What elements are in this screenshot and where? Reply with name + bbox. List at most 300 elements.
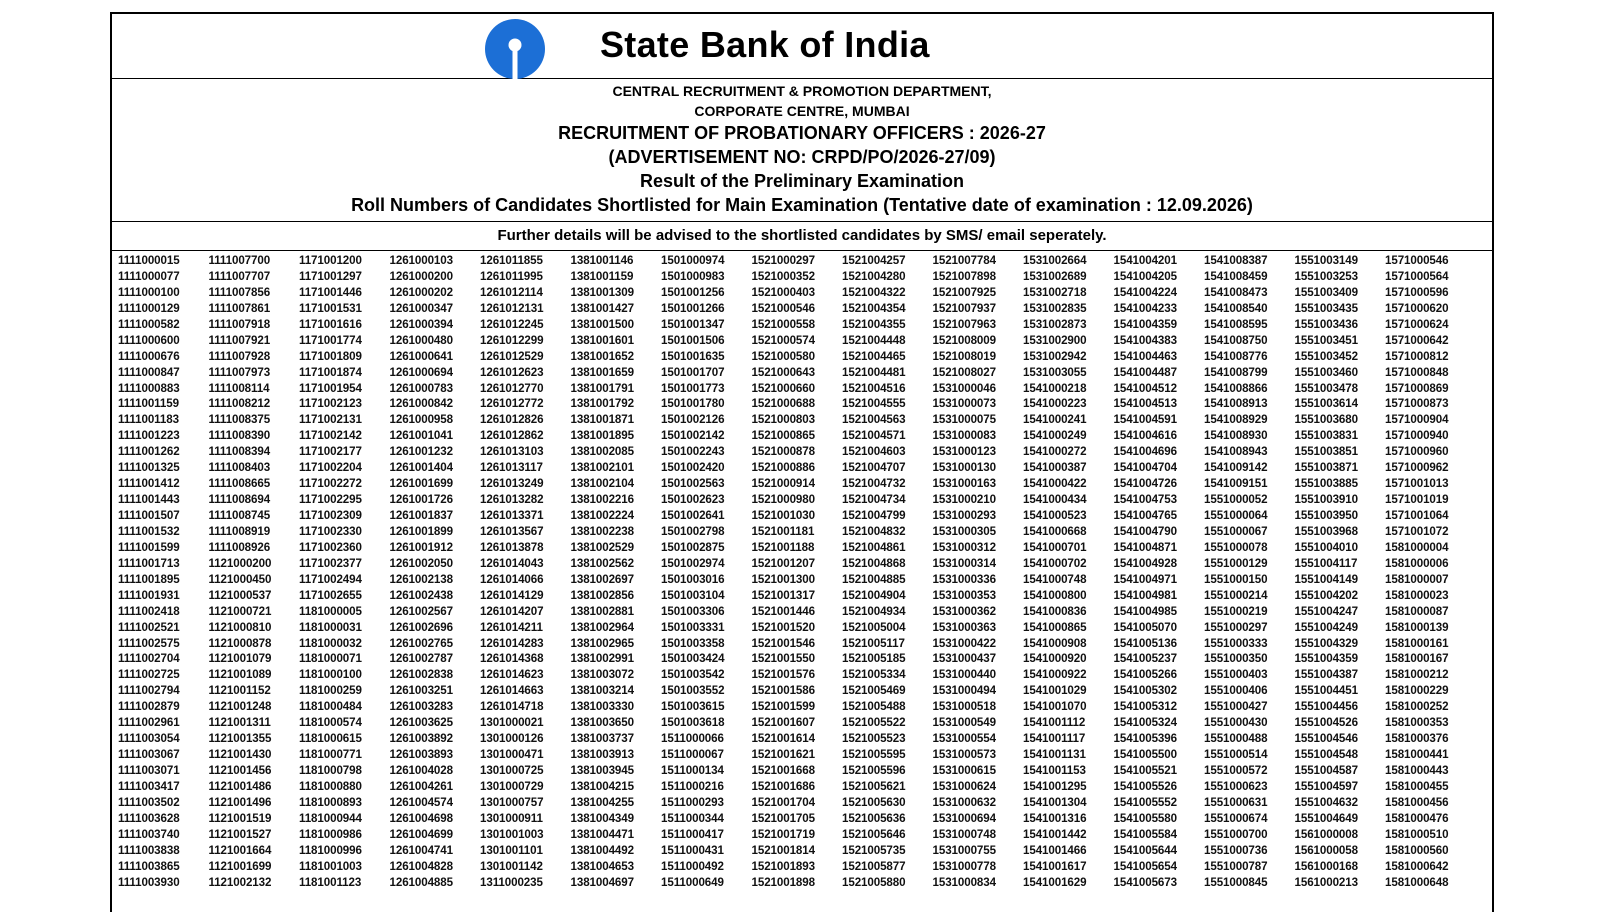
roll-number-cell: 1381001309 [570,285,634,299]
roll-number-cell: 1381004215 [570,779,634,793]
roll-number-cell: 1261003893 [389,748,453,762]
roll-number-cell: 1181000893 [299,795,362,809]
roll-number-cell: 1551003478 [1294,381,1358,395]
roll-number-cell: 1261013249 [480,477,544,491]
roll-number-cell: 1261001404 [389,461,453,475]
roll-number-cell: 1501001635 [661,349,725,363]
roll-number-cell: 1521001030 [751,509,815,522]
roll-number-cell: 1581000441 [1385,748,1449,762]
roll-number-cell: 1111007856 [208,285,271,299]
roll-number-cell: 1521005595 [842,748,906,762]
roll-number-cell: 1541004224 [1113,285,1177,299]
roll-number-cell: 1261013878 [480,540,544,554]
roll-number-cell: 1511000134 [661,764,724,777]
roll-number-cell: 1551000403 [1204,668,1268,682]
roll-number-cell: 1521000403 [751,285,815,299]
roll-number-cell: 1171002123 [299,397,362,411]
roll-number-cell: 1541000908 [1023,636,1087,650]
roll-number-cell: 1551000488 [1204,732,1268,746]
roll-number-cell: 1541005396 [1113,732,1177,746]
roll-number-cell: 1541004753 [1113,493,1177,507]
roll-number-cell: 1511000492 [661,859,724,873]
roll-number-cell: 1261001726 [389,493,453,507]
roll-number-cell: 1111002794 [118,684,180,698]
roll-number-cell: 1261003625 [389,716,453,730]
roll-number-cell: 1261011855 [480,254,543,267]
roll-number-cell: 1521005469 [842,684,906,698]
roll-number-cell: 1581000456 [1385,795,1449,809]
roll-number-cell: 1521000558 [751,317,815,331]
roll-number-cell: 1261012826 [480,413,544,427]
roll-number-cell: 1521001898 [751,875,815,889]
roll-number-cell: 1581000087 [1385,604,1449,618]
roll-number-cell: 1521005334 [842,668,906,682]
roll-number-cell: 1531000755 [932,843,996,857]
roll-number-cell: 1551004451 [1294,684,1358,698]
roll-number-cell: 1521004355 [842,317,906,331]
roll-number-cell: 1261013117 [480,461,543,475]
roll-number-cell: 1261012245 [480,317,544,331]
roll-number-cell: 1501002420 [661,461,725,475]
roll-number-cell: 1531000518 [932,700,996,714]
roll-number-cell: 1551000350 [1204,652,1268,666]
roll-number-cell: 1261001699 [389,477,453,491]
roll-number-cell: 1541001295 [1023,779,1087,793]
roll-number-cell: 1261012114 [480,285,543,299]
roll-number-cell: 1301000757 [480,795,544,809]
roll-number-cell: 1571000873 [1385,397,1449,411]
roll-number-cell: 1541000922 [1023,668,1087,682]
roll-number-cell: 1521005596 [842,764,906,777]
roll-number-cell: 1551004202 [1294,588,1358,602]
roll-number-cell: 1501003016 [661,572,725,586]
roll-number-cell: 1111000847 [118,365,180,379]
roll-number-cell: 1301001142 [480,859,543,873]
roll-number-cell: 1111007707 [208,269,271,283]
roll-number-cell: 1521004603 [842,445,906,459]
roll-numbers-title: Roll Numbers of Candidates Shortlisted for Main Examination (Tentative date of examination : 12.09.2026) [351,195,1253,215]
roll-number-cell: 1121001152 [208,684,271,698]
roll-number-cell: 1521004280 [842,269,906,283]
roll-number-cell: 1181000771 [299,748,362,762]
roll-number-cell: 1571000620 [1385,301,1449,315]
roll-number-cell: 1111001412 [118,477,180,491]
roll-number-cell: 1261012623 [480,365,544,379]
roll-number-cell: 1501003104 [661,588,725,602]
roll-number-cell: 1521000980 [751,493,815,507]
roll-number-cell: 1551000845 [1204,875,1268,889]
roll-number-cell: 1111007861 [208,301,271,315]
roll-number-cell: 1381004492 [570,843,634,857]
roll-number-cell: 1111000015 [118,254,180,267]
roll-number-cell: 1541000241 [1023,413,1087,427]
roll-number-cell: 1261000347 [389,301,453,315]
roll-number-cell: 1381002964 [570,620,634,634]
roll-number-cell: 1551003614 [1294,397,1358,411]
roll-number-cell: 1521007937 [932,301,996,315]
advertisement-number: (ADVERTISEMENT NO: CRPD/PO/2026-27/09) [608,147,996,167]
roll-number-cell: 1501001266 [661,301,725,315]
roll-number-cell: 1171001874 [299,365,362,379]
roll-number-cell: 1261000103 [389,254,453,267]
roll-number-cell: 1111000600 [118,333,180,347]
roll-number-cell: 1521001300 [751,572,815,586]
roll-number-cell: 1381002529 [570,540,634,554]
roll-number-cell: 1261001912 [389,540,453,554]
roll-number-cell: 1261014066 [480,572,544,586]
roll-number-cell: 1521004563 [842,413,906,427]
roll-number-cell: 1381002562 [570,556,634,570]
roll-number-cell: 1541001112 [1023,716,1086,730]
roll-number-cell: 1121000200 [208,556,272,570]
roll-number-cell: 1261001232 [389,445,453,459]
roll-number-cell: 1521004799 [842,509,906,522]
roll-number-cell: 1571000642 [1385,333,1449,347]
roll-number-cell: 1541004696 [1113,445,1177,459]
roll-number-cell: 1171002295 [299,493,362,507]
roll-number-cell: 1381004255 [570,795,634,809]
roll-number-cell: 1511000431 [661,843,724,857]
roll-number-cell: 1581000252 [1385,700,1449,714]
department-line-2: CORPORATE CENTRE, MUMBAI [694,103,910,119]
roll-number-cell: 1181000944 [299,811,362,825]
roll-number-cell: 1531000314 [932,556,996,570]
roll-number-cell: 1261002838 [389,668,453,682]
roll-number-cell: 1541000387 [1023,461,1087,475]
roll-number-cell: 1531000046 [932,381,996,395]
roll-number-cell: 1551000214 [1204,588,1268,602]
roll-number-cell: 1381003330 [570,700,634,714]
roll-number-cell: 1541005237 [1113,652,1177,666]
roll-number-cell: 1261002567 [389,604,453,618]
roll-number-cell: 1541005654 [1113,859,1177,873]
roll-number-cell: 1121001699 [208,859,272,873]
roll-number-cell: 1121001496 [208,795,272,809]
roll-number-cell: 1571000564 [1385,269,1449,283]
roll-number-cell: 1541008387 [1204,254,1268,267]
result-title: Result of the Preliminary Examination [639,171,965,191]
roll-number-cell: 1121002132 [208,875,272,889]
roll-number-cell: 1521004868 [842,556,906,570]
roll-number-cell: 1521001550 [751,652,815,666]
roll-number-cell: 1551004649 [1294,811,1358,825]
roll-number-cell: 1181000005 [299,604,362,618]
roll-number-cell: 1261014663 [480,684,544,698]
roll-number-cell: 1581000642 [1385,859,1449,873]
roll-number-cell: 1521004448 [842,333,906,347]
roll-number-cell: 1571001072 [1385,524,1449,538]
roll-number-cell: 1531000083 [932,429,996,443]
roll-number-cell: 1521001705 [751,811,815,825]
roll-number-cell: 1121001664 [208,843,272,857]
roll-number-cell: 1501003358 [661,636,725,650]
roll-number-cell: 1521007925 [932,285,996,299]
roll-number-cell: 1531000075 [932,413,996,427]
roll-number-cell: 1581000167 [1385,652,1449,666]
roll-number-cell: 1521001520 [751,620,815,634]
roll-number-cell: 1541000223 [1023,397,1087,411]
roll-number-cell: 1541008750 [1204,333,1268,347]
roll-number-cell: 1261004261 [389,779,453,793]
roll-number-cell: 1531000362 [932,604,996,618]
roll-number-cell: 1301001003 [480,827,544,841]
roll-number-cell: 1551004149 [1294,572,1358,586]
roll-number-cell: 1111002418 [118,604,180,618]
roll-number-cell: 1181000100 [299,668,362,682]
roll-number-cell: 1111001599 [118,540,180,554]
roll-number-cell: 1521000580 [751,349,815,363]
roll-number-cell: 1501002875 [661,540,725,554]
roll-number-cell: 1521001893 [751,859,815,873]
roll-number-cell: 1581000006 [1385,556,1449,570]
roll-number-cell: 1111008114 [208,381,270,395]
roll-number-cell: 1121001248 [208,700,272,714]
roll-number-cell: 1171001809 [299,349,362,363]
roll-number-cell: 1581000648 [1385,875,1449,889]
roll-number-cell: 1541000836 [1023,604,1087,618]
notice-headings [112,79,1492,222]
roll-number-cell: 1541008776 [1204,349,1268,363]
roll-number-cell: 1551003253 [1294,269,1358,283]
roll-number-cell: 1111008665 [208,477,271,491]
roll-number-cell: 1261014211 [480,620,543,634]
roll-number-cell: 1521004465 [842,349,906,363]
roll-number-cell: 1521005004 [842,620,906,634]
roll-number-cell: 1181000259 [299,684,362,698]
roll-number-cell: 1541004383 [1113,333,1177,347]
roll-number-cell: 1171001616 [299,317,362,331]
roll-number-cell: 1111008926 [208,540,271,554]
roll-number-cell: 1521000660 [751,381,815,395]
roll-number-cell: 1551003451 [1294,333,1358,347]
roll-number-cell: 1181000031 [299,620,362,634]
roll-number-cell: 1541001617 [1023,859,1087,873]
roll-number-cell: 1581000455 [1385,779,1449,793]
roll-number-cell: 1571000624 [1385,317,1449,331]
roll-number-cell: 1121000810 [208,620,272,634]
roll-number-cell: 1261001041 [389,429,453,443]
roll-number-cell: 1541004985 [1113,604,1177,618]
roll-number-cell: 1261001899 [389,524,453,538]
roll-number-cell: 1521004904 [842,588,906,602]
roll-number-cell: 1541004201 [1113,254,1177,267]
roll-number-cell: 1541004513 [1113,397,1177,411]
roll-number-cell: 1521005877 [842,859,906,873]
roll-number-cell: 1531000312 [932,540,996,554]
roll-number-cell: 1521005621 [842,779,906,793]
roll-number-cell: 1581000560 [1385,843,1449,857]
roll-number-cell: 1111000883 [118,381,180,395]
roll-number-cell: 1521001607 [751,716,815,730]
roll-number-cell: 1551004587 [1294,764,1358,777]
roll-number-cell: 1531000353 [932,588,996,602]
roll-number-cell: 1521008019 [932,349,996,363]
roll-number-cell: 1541005312 [1113,700,1177,714]
roll-number-cell: 1531000305 [932,524,996,538]
roll-number-cell: 1501000983 [661,269,725,283]
roll-number-cell: 1521001576 [751,668,815,682]
roll-number-cell: 1171002330 [299,524,362,538]
roll-number-cell: 1171002204 [299,461,362,475]
roll-number-cell: 1541004487 [1113,365,1177,379]
roll-number-cell: 1171002142 [299,429,362,443]
roll-number-cell: 1501002563 [661,477,725,491]
roll-number-cell: 1501003424 [661,652,725,666]
roll-number-cell: 1521004734 [842,493,906,507]
roll-number-cell: 1171001446 [299,285,362,299]
roll-number-cell: 1531000440 [932,668,996,682]
roll-number-cell: 1181000880 [299,779,362,793]
roll-number-cell: 1551004548 [1294,748,1358,762]
roll-number-cell: 1551004359 [1294,652,1358,666]
roll-number-cell: 1501003552 [661,684,725,698]
roll-number-cell: 1261002138 [389,572,453,586]
roll-number-cell: 1111008745 [208,509,271,522]
roll-number-cell: 1111003628 [118,811,180,825]
roll-number-cell: 1541000422 [1023,477,1087,491]
roll-number-cell: 1111002879 [118,700,180,714]
roll-number-cell: 1531000336 [932,572,996,586]
recruitment-title: RECRUITMENT OF PROBATIONARY OFFICERS : 2026-27 [558,123,1046,143]
roll-number-cell: 1261004885 [389,875,453,889]
roll-number-cell: 1541004928 [1113,556,1177,570]
roll-number-cell: 1501000974 [661,254,725,267]
roll-number-cell: 1381002856 [570,588,634,602]
roll-number-cell: 1581000443 [1385,764,1449,777]
roll-number-cell: 1551003409 [1294,285,1358,299]
roll-number-cell: 1551000064 [1204,509,1268,522]
roll-number-cell: 1521004354 [842,301,906,315]
roll-number-cell: 1521001614 [751,732,815,746]
roll-number-cell: 1551004247 [1294,604,1358,618]
roll-number-cell: 1261003251 [389,684,453,698]
roll-number-cell: 1121001089 [208,668,272,682]
roll-number-cell: 1261000480 [389,333,453,347]
roll-number-cell: 1111001262 [118,445,180,459]
roll-number-cell: 1511000216 [661,779,724,793]
brand-header [112,14,1492,79]
roll-number-cell: 1541005070 [1113,620,1177,634]
roll-number-cell: 1521001704 [751,795,815,809]
roll-number-cell: 1261004698 [389,811,453,825]
roll-number-cell: 1541004591 [1113,413,1177,427]
roll-number-cell: 1501003542 [661,668,725,682]
roll-number-cell: 1551000572 [1204,764,1268,777]
roll-number-cell: 1381002881 [570,604,634,618]
roll-number-cell: 1111007973 [208,365,271,379]
roll-number-cell: 1521007898 [932,269,996,283]
roll-number-cell: 1551000623 [1204,779,1268,793]
roll-number-cell: 1111001713 [118,556,180,570]
roll-number-cell: 1121000450 [208,572,272,586]
roll-number-cell: 1261000394 [389,317,453,331]
roll-number-cell: 1511000649 [661,875,724,889]
roll-number-cell: 1111001443 [118,493,180,507]
roll-number-cell: 1521004885 [842,572,906,586]
roll-number-cell: 1261013567 [480,524,544,538]
roll-number-cell: 1521005185 [842,652,906,666]
roll-number-cell: 1551004597 [1294,779,1358,793]
roll-number-cell: 1121001519 [208,811,272,825]
roll-number-cell: 1531000549 [932,716,996,730]
roll-number-cell: 1261002765 [389,636,453,650]
roll-number-cell: 1261002438 [389,588,453,602]
roll-number-cell: 1301000126 [480,732,544,746]
roll-number-cell: 1521000865 [751,429,815,443]
roll-number-cell: 1111000129 [118,301,180,315]
roll-number-cell: 1541008595 [1204,317,1268,331]
roll-number-cell: 1541009142 [1204,461,1268,475]
roll-number-cell: 1261012299 [480,333,544,347]
roll-number-cell: 1541009151 [1204,477,1268,491]
roll-number-cell: 1381001895 [570,429,634,443]
roll-number-cell: 1521004934 [842,604,906,618]
roll-number-cell: 1551003435 [1294,301,1358,315]
roll-number-cell: 1541000218 [1023,381,1087,395]
roll-number-cell: 1181000615 [299,732,362,746]
roll-number-cell: 1521000803 [751,413,815,427]
roll-number-cell: 1521001686 [751,779,815,793]
roll-number-cell: 1501002142 [661,429,725,443]
roll-number-cell: 1551000333 [1204,636,1268,650]
roll-number-cell: 1261012862 [480,429,544,443]
roll-number-cell: 1531000554 [932,732,996,746]
roll-number-cell: 1531000624 [932,779,996,793]
roll-number-cell: 1111002961 [118,716,180,730]
roll-number-cell: 1111003865 [118,859,180,873]
roll-number-cell: 1171002131 [299,413,362,427]
roll-number-cell: 1571000904 [1385,413,1449,427]
roll-number-cell: 1571001019 [1385,493,1449,507]
roll-number-cell: 1561000213 [1294,875,1358,889]
roll-number-cell: 1551004632 [1294,795,1358,809]
roll-number-cell: 1261012770 [480,381,544,395]
roll-number-cell: 1111008403 [208,461,271,475]
roll-number-cell: 1261002050 [389,556,453,570]
roll-number-cell: 1381001791 [570,381,634,395]
roll-number-cell: 1541004359 [1113,317,1177,331]
roll-number-cell: 1531000748 [932,827,996,841]
roll-number-cell: 1501002623 [661,493,725,507]
roll-number-cell: 1181000798 [299,764,362,777]
roll-number-cell: 1521007784 [932,254,996,267]
roll-number-cell: 1261014283 [480,636,544,650]
roll-number-cell: 1551003831 [1294,429,1358,443]
roll-number-cell: 1381002101 [570,461,634,475]
roll-number-cell: 1261013282 [480,493,544,507]
roll-number-cell: 1501001506 [661,333,725,347]
roll-number-cell: 1541005136 [1113,636,1177,650]
roll-number-cell: 1501001707 [661,365,725,379]
roll-number-cell: 1541000434 [1023,493,1087,507]
roll-number-cell: 1531000694 [932,811,996,825]
roll-number-cell: 1521008009 [932,333,996,347]
roll-number-cell: 1381002224 [570,509,634,522]
roll-number-cell: 1261000958 [389,413,453,427]
roll-number-cell: 1541005521 [1113,764,1177,777]
roll-number-cell: 1581000229 [1385,684,1449,698]
roll-number-cell: 1121001527 [208,827,272,841]
roll-number-cell: 1551000514 [1204,748,1268,762]
roll-number-cell: 1111007928 [208,349,271,363]
roll-number-cell: 1171002494 [299,572,362,586]
roll-number-cell: 1541004971 [1113,572,1177,586]
roll-number-cell: 1381003650 [570,716,634,730]
roll-number-cell: 1541001304 [1023,795,1087,809]
roll-number-cell: 1551000674 [1204,811,1268,825]
roll-number-cell: 1521004481 [842,365,906,379]
sbi-logo-icon [484,18,546,80]
